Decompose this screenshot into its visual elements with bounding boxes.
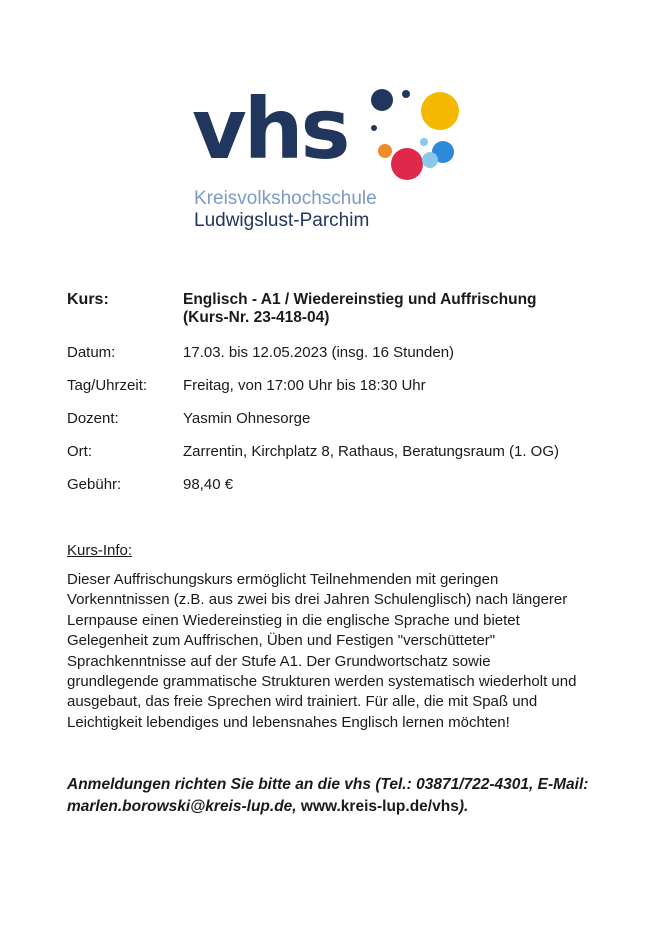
kursinfo-section — [67, 542, 607, 733]
kursinfo-line: Dieser Auffrischungskurs ermöglicht Teilnehmenden mit geringen — [67, 571, 499, 588]
vhs-logo — [192, 80, 472, 234]
kurs-label: Kurs: — [67, 291, 109, 308]
row-datum — [67, 344, 607, 362]
gebuehr-label: Gebühr: — [67, 476, 122, 493]
registration-line-2 — [67, 796, 627, 818]
tag-uhrzeit-label: Tag/Uhrzeit: — [67, 377, 148, 394]
datum-value: 17.03. bis 12.05.2023 (insg. 16 Stunden) — [183, 344, 455, 361]
ort-value: Zarrentin, Kirchplatz 8, Rathaus, Beratungsraum (1. OG) — [183, 443, 559, 460]
logo-dot-yellow — [421, 92, 459, 130]
logo-dot-sky — [422, 152, 438, 168]
kursinfo-line: Vorkenntnissen (z.B. aus zwei bis drei Jahren Schulenglisch) nach längerer — [67, 591, 568, 609]
kursinfo-line: grundlegende grammatische Strukturen werden systematisch wiederholt und — [67, 673, 577, 691]
kurs-number: (Kurs-Nr. 23-418-04) — [183, 309, 330, 326]
logo-line-1: Kreisvolkshochschule — [194, 188, 377, 209]
kurs-value — [183, 291, 607, 327]
tag-uhrzeit-value: Freitag, von 17:00 Uhr bis 18:30 Uhr — [183, 377, 426, 394]
kursinfo-line: Lernpause einen Wiedereinstieg in die englische Sprache und bietet — [67, 611, 520, 629]
logo-dots-graphic — [192, 80, 472, 194]
row-dozent — [67, 410, 607, 428]
logo-dot-sky-small — [420, 138, 428, 146]
dozent-value: Yasmin Ohnesorge — [183, 410, 311, 427]
logo-dot-navy-small — [402, 90, 410, 98]
ort-label: Ort: — [67, 443, 92, 460]
logo-dot-navy-tiny — [371, 125, 377, 131]
row-kurs — [67, 291, 607, 327]
registration-note — [67, 774, 627, 818]
kursinfo-line: Leichtigkeit lebendiges und lebensnahes Englisch lernen möchten! — [67, 713, 510, 731]
registration-line-1: Anmeldungen richten Sie bitte an die vhs (Tel.: 03871/722-4301, E-Mail: — [67, 776, 589, 793]
row-ort — [67, 443, 607, 461]
kursinfo-line: Sprachkenntnisse auf der Stufe A1. Der Grundwortschatz sowie — [67, 652, 491, 670]
gebuehr-value: 98,40 € — [183, 476, 234, 493]
logo-wordmark: vhs — [192, 80, 348, 178]
logo-dot-red — [391, 148, 423, 180]
kursinfo-line: Gelegenheit zum Auffrischen, Üben und Festigen "verschütteter" — [67, 632, 496, 650]
registration-website-link[interactable]: www.kreis-lup.de/vhs — [296, 798, 459, 815]
datum-label: Datum: — [67, 344, 116, 361]
kursinfo-heading: Kurs-Info: — [67, 542, 133, 559]
dozent-label: Dozent: — [67, 410, 119, 427]
registration-email-link[interactable]: marlen.borowski@kreis-lup.de, — [67, 798, 297, 815]
logo-dot-orange — [378, 144, 392, 158]
kursinfo-text — [67, 570, 607, 733]
kursinfo-line: ausgebaut, das freie Sprechen wird trainiert. Für alle, die mit Spaß und — [67, 693, 538, 711]
logo-dot-navy-large — [371, 89, 393, 111]
kurs-title: Englisch - A1 / Wiedereinstieg und Auffrischung — [183, 291, 537, 308]
row-gebuehr — [67, 476, 607, 494]
course-details — [67, 291, 607, 494]
registration-end: ). — [458, 798, 469, 815]
row-tag-uhrzeit — [67, 377, 607, 395]
logo-line-2: Ludwigslust-Parchim — [194, 210, 370, 231]
